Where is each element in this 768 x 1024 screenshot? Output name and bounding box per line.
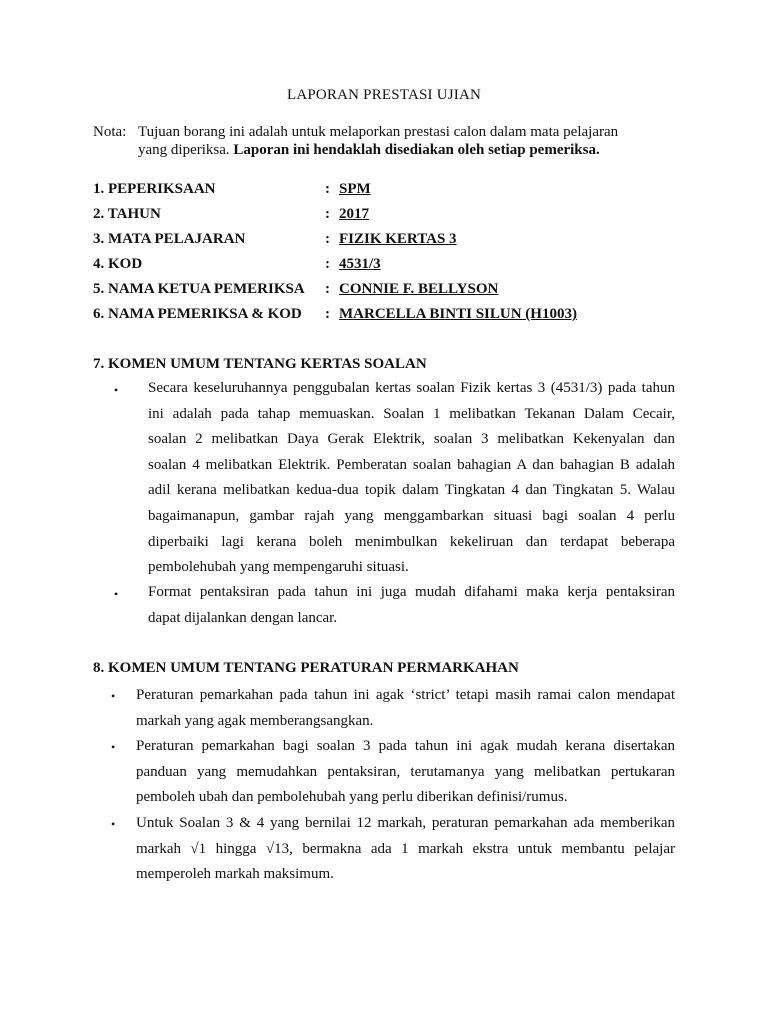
text-line: ini adalah pada tahap memuaskan. Soalan 1 melibatkan Tekanan Dalam Cecair, bbox=[148, 405, 675, 422]
text-line: pemboleh ubah dan pembolehubah yang perlu diberikan definisi/rumus. bbox=[136, 789, 568, 806]
text-line: diperbaiki lagi kerana boleh menimbulkan kekeliruan dan terdapat beberapa bbox=[148, 533, 675, 550]
text-line: soalan 2 melibatkan Daya Gerak Elektrik, soalan 3 melibatkan Kekenyalan dan bbox=[148, 431, 675, 448]
text-line: bagaimanapun, gambar rajah yang menggambarkan situasi bagi soalan 4 perlu bbox=[148, 507, 675, 524]
text-line: Format pentaksiran pada tahun ini juga mudah difahami maka kerja pentaksiran bbox=[148, 584, 675, 600]
bullet-text bbox=[136, 734, 675, 811]
bullet-icon: • bbox=[111, 740, 116, 754]
bullet-text bbox=[136, 811, 675, 888]
info-colon: : bbox=[325, 281, 330, 297]
text-line: memperoleh markah maksimum. bbox=[136, 866, 334, 883]
info-label: 5. NAMA KETUA PEMERIKSA bbox=[93, 281, 305, 297]
info-row bbox=[93, 256, 693, 276]
info-colon: : bbox=[325, 181, 330, 197]
info-label: 4. KOD bbox=[93, 256, 143, 272]
info-row bbox=[93, 281, 693, 301]
info-value: SPM bbox=[339, 181, 371, 197]
text-line: soalan 4 melibatkan Elektrik. Pemberatan soalan bahagian A dan bahagian B adalah bbox=[148, 456, 675, 473]
text-line: pembolehubah yang mempengaruhi situasi. bbox=[148, 559, 409, 576]
text-line: markah √1 hingga √13, bermakna ada 1 markah ekstra untuk membantu pelajar bbox=[136, 840, 675, 857]
nota-label: Nota: bbox=[93, 124, 127, 140]
bullet-text bbox=[148, 580, 675, 631]
info-colon: : bbox=[325, 231, 330, 247]
info-row bbox=[93, 231, 693, 251]
text-line: markah yang agak memberangsangkan. bbox=[136, 712, 374, 729]
section-8-heading: 8. KOMEN UMUM TENTANG PERATURAN PERMARKAHAN bbox=[93, 660, 519, 676]
bullet-text bbox=[148, 376, 675, 581]
bullet-icon: • bbox=[114, 383, 119, 397]
text-line: Peraturan pemarkahan pada tahun ini agak ‘strict’ tetapi masih ramai calon mendapat bbox=[136, 687, 675, 703]
nota-line-1: Tujuan borang ini adalah untuk melaporkan prestasi calon dalam mata pelajaran bbox=[138, 124, 619, 140]
info-value: MARCELLA BINTI SILUN (H1003) bbox=[339, 306, 577, 322]
info-label: 1. PEPERIKSAAN bbox=[93, 181, 216, 197]
nota-line-2-plain: yang diperiksa. bbox=[138, 142, 234, 158]
info-colon: : bbox=[325, 206, 330, 222]
bullet-text bbox=[136, 683, 675, 734]
bullet-icon: • bbox=[114, 587, 119, 601]
info-value: CONNIE F. BELLYSON bbox=[339, 281, 499, 297]
text-line: Untuk Soalan 3 & 4 yang bernilai 12 markah, peraturan pemarkahan ada memberikan bbox=[136, 815, 675, 831]
info-value: 2017 bbox=[339, 206, 369, 222]
text-line: Secara keseluruhannya penggubalan kertas soalan Fizik kertas 3 (4531/3) pada tahun bbox=[148, 380, 675, 396]
text-line: adil kerana melibatkan kedua-dua topik dalam Tingkatan 4 dan Tingkatan 5. Walau bbox=[148, 482, 675, 499]
info-colon: : bbox=[325, 306, 330, 322]
info-row bbox=[93, 306, 693, 326]
bullet-icon: • bbox=[111, 817, 116, 831]
info-value: FIZIK KERTAS 3 bbox=[339, 231, 457, 247]
info-label: 2. TAHUN bbox=[93, 206, 161, 222]
nota-line-2 bbox=[138, 141, 698, 159]
info-value: 4531/3 bbox=[339, 256, 381, 272]
text-line: panduan yang memudahkan pentaksiran, terutamanya yang melibatkan pertukaran bbox=[136, 763, 675, 780]
bullet-icon: • bbox=[111, 689, 116, 703]
info-label: 6. NAMA PEMERIKSA & KOD bbox=[93, 306, 302, 322]
info-label: 3. MATA PELAJARAN bbox=[93, 231, 246, 247]
info-row bbox=[93, 206, 693, 226]
text-line: Peraturan pemarkahan bagi soalan 3 pada tahun ini agak mudah kerana disertakan bbox=[136, 738, 675, 754]
section-7-heading: 7. KOMEN UMUM TENTANG KERTAS SOALAN bbox=[93, 356, 427, 372]
page-title: LAPORAN PRESTASI UJIAN bbox=[286, 87, 482, 103]
info-row bbox=[93, 181, 693, 201]
nota-line-2-bold: Laporan ini hendaklah disediakan oleh setiap pemeriksa. bbox=[233, 142, 600, 158]
text-line: dapat dijalankan dengan lancar. bbox=[148, 609, 338, 626]
info-colon: : bbox=[325, 256, 330, 272]
